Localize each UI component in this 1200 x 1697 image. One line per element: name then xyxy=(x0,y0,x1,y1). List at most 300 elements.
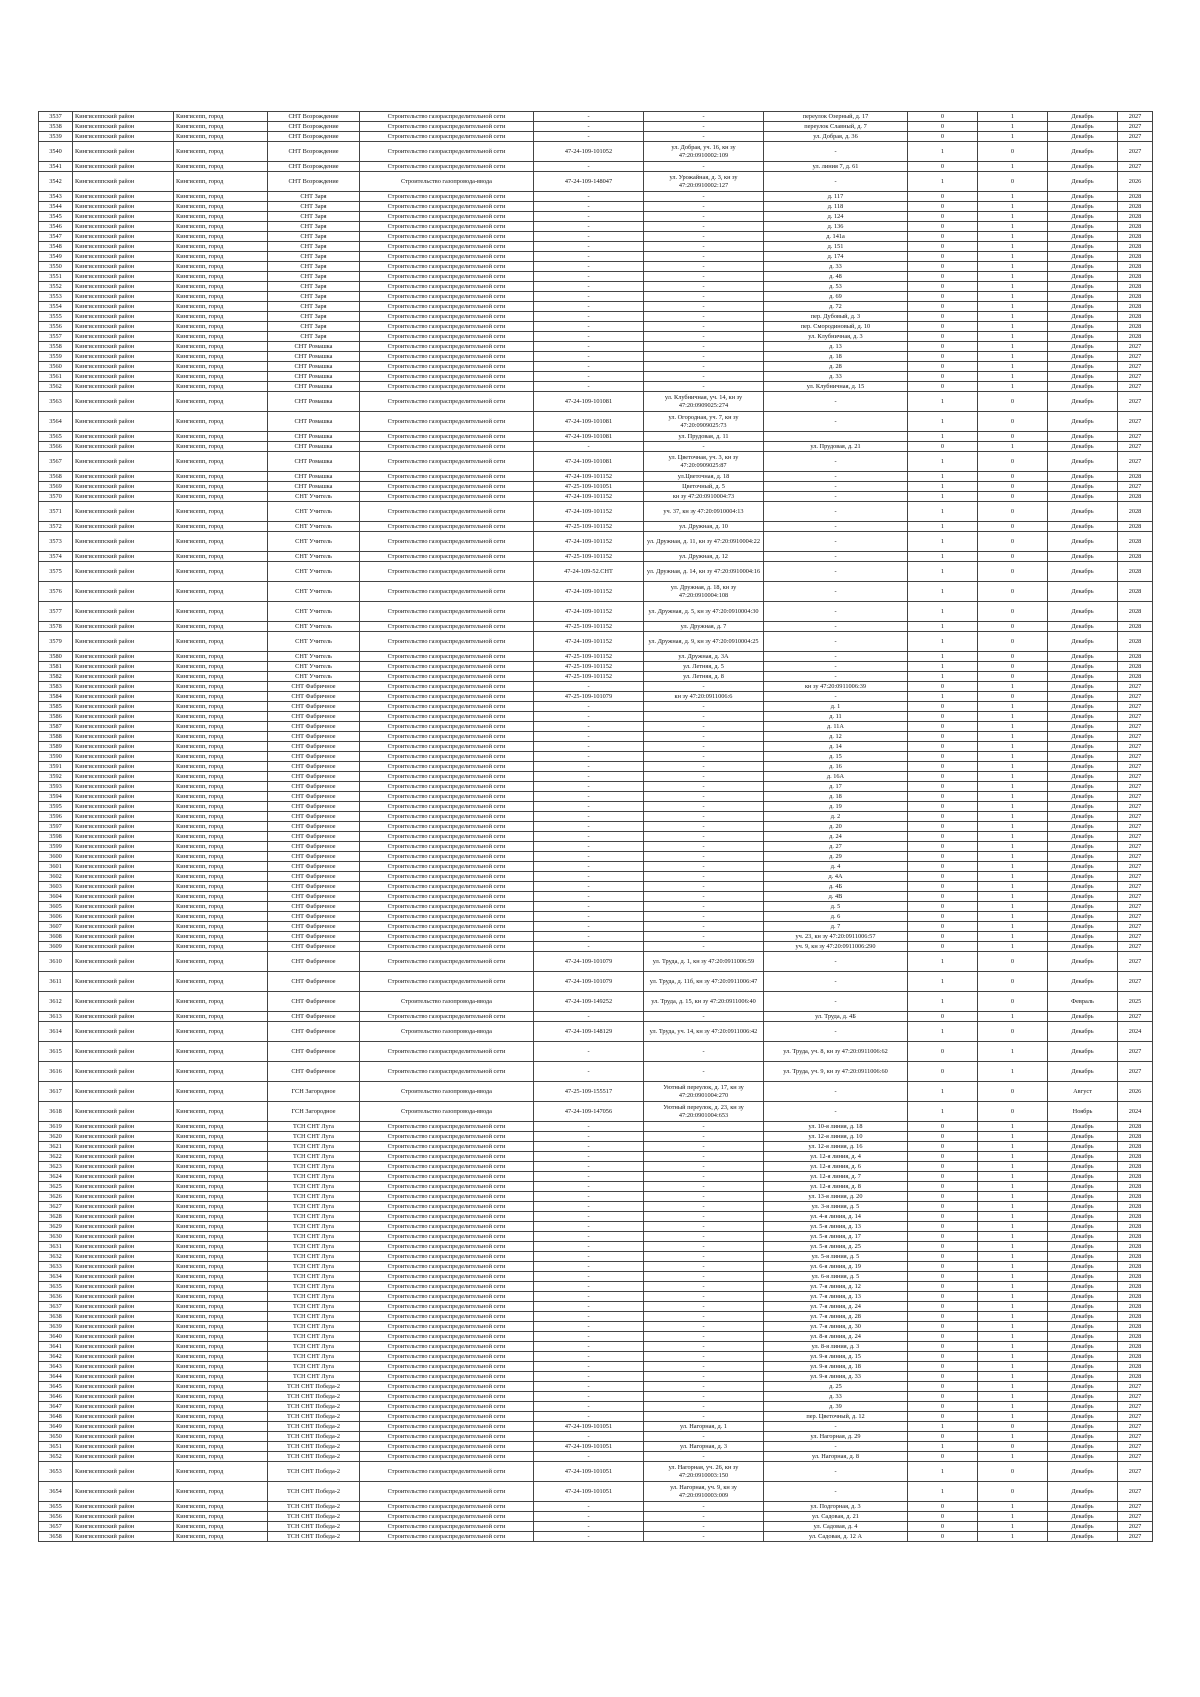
cell-partnership: ТСН СНТ Победа-2 xyxy=(268,1382,360,1392)
cell-contract-count: 0 xyxy=(908,372,978,382)
cell-district: Кингисеппский район xyxy=(73,1192,174,1202)
cell-contract-count: 1 xyxy=(908,472,978,482)
cell-contract-count: 0 xyxy=(908,1182,978,1192)
cell-planned-count: 0 xyxy=(978,622,1048,632)
cell-partnership: ТСН СНТ Луга xyxy=(268,1302,360,1312)
cell-work-type: Строительство газораспределительной сети xyxy=(360,1312,534,1322)
cell-address-contract: - xyxy=(644,1302,764,1312)
cell-contract-count: 1 xyxy=(908,532,978,552)
cell-connection-id: - xyxy=(534,812,644,822)
cell-district: Кингисеппский район xyxy=(73,622,174,632)
cell-partnership: ТСН СНТ Луга xyxy=(268,1282,360,1292)
cell-year: 2028 xyxy=(1118,212,1153,222)
table-row xyxy=(39,222,1153,232)
cell-contract-count: 0 xyxy=(908,262,978,272)
table-row xyxy=(39,1012,1153,1022)
cell-work-type: Строительство газораспределительной сети xyxy=(360,312,534,322)
table-row xyxy=(39,1442,1153,1452)
cell-settlement: Кингисепп, город xyxy=(174,1012,268,1022)
cell-address-contract: - xyxy=(644,1012,764,1022)
cell-connection-id: - xyxy=(534,1362,644,1372)
cell-planned-count: 1 xyxy=(978,1182,1048,1192)
cell-district: Кингисеппский район xyxy=(73,172,174,192)
cell-month: Декабрь xyxy=(1048,112,1118,122)
table-row xyxy=(39,352,1153,362)
cell-year: 2027 xyxy=(1118,682,1153,692)
cell-address-planned: д. 124 xyxy=(764,212,908,222)
cell-month: Декабрь xyxy=(1048,1152,1118,1162)
cell-connection-id: - xyxy=(534,922,644,932)
cell-work-type: Строительство газораспределительной сети xyxy=(360,752,534,762)
cell-address-contract: - xyxy=(644,1512,764,1522)
cell-work-type: Строительство газораспределительной сети xyxy=(360,352,534,362)
cell-settlement: Кингисепп, город xyxy=(174,722,268,732)
cell-year: 2027 xyxy=(1118,762,1153,772)
cell-connection-id: 47-24-109-101079 xyxy=(534,952,644,972)
cell-address-planned: - xyxy=(764,1102,908,1122)
cell-partnership: СНТ Возрождение xyxy=(268,142,360,162)
cell-settlement: Кингисепп, город xyxy=(174,882,268,892)
cell-connection-id: - xyxy=(534,262,644,272)
cell-row-number: 3635 xyxy=(39,1282,73,1292)
cell-row-number: 3615 xyxy=(39,1042,73,1062)
cell-connection-id: 47-24-109-101051 xyxy=(534,1422,644,1432)
cell-district: Кингисеппский район xyxy=(73,412,174,432)
cell-row-number: 3647 xyxy=(39,1402,73,1412)
cell-row-number: 3542 xyxy=(39,172,73,192)
table-row xyxy=(39,822,1153,832)
cell-row-number: 3568 xyxy=(39,472,73,482)
cell-address-contract: ул. Нагорная, д. 3 xyxy=(644,1442,764,1452)
cell-planned-count: 1 xyxy=(978,892,1048,902)
cell-month: Февраль xyxy=(1048,992,1118,1012)
cell-year: 2026 xyxy=(1118,1082,1153,1102)
cell-address-contract: ул. Дружная, д. 3А xyxy=(644,652,764,662)
cell-month: Декабрь xyxy=(1048,142,1118,162)
cell-work-type: Строительство газораспределительной сети xyxy=(360,342,534,352)
cell-partnership: СНТ Фабричное xyxy=(268,692,360,702)
cell-work-type: Строительство газораспределительной сети xyxy=(360,202,534,212)
cell-work-type: Строительство газораспределительной сети xyxy=(360,1122,534,1132)
cell-district: Кингисеппский район xyxy=(73,1392,174,1402)
cell-address-planned: переулок Славный, д. 7 xyxy=(764,122,908,132)
cell-partnership: ТСН СНТ Луга xyxy=(268,1192,360,1202)
cell-contract-count: 1 xyxy=(908,992,978,1012)
cell-contract-count: 0 xyxy=(908,1302,978,1312)
cell-row-number: 3564 xyxy=(39,412,73,432)
cell-address-contract: - xyxy=(644,1502,764,1512)
cell-district: Кингисеппский район xyxy=(73,732,174,742)
cell-planned-count: 0 xyxy=(978,692,1048,702)
cell-planned-count: 1 xyxy=(978,382,1048,392)
cell-row-number: 3541 xyxy=(39,162,73,172)
cell-partnership: ТСН СНТ Победа-2 xyxy=(268,1502,360,1512)
cell-district: Кингисеппский район xyxy=(73,232,174,242)
cell-settlement: Кингисепп, город xyxy=(174,412,268,432)
cell-settlement: Кингисепп, город xyxy=(174,372,268,382)
cell-address-planned: ул. 5-я линия, д. 5 xyxy=(764,1252,908,1262)
cell-connection-id: - xyxy=(534,202,644,212)
cell-row-number: 3638 xyxy=(39,1312,73,1322)
cell-planned-count: 1 xyxy=(978,822,1048,832)
cell-address-contract: - xyxy=(644,702,764,712)
cell-address-contract: ул. Огородная, уч. 7, кн зу 47:20:0909025:73 xyxy=(644,412,764,432)
cell-address-contract: ул. Цветочная, уч. 3, кн зу 47:20:0909025:87 xyxy=(644,452,764,472)
cell-work-type: Строительство газораспределительной сети xyxy=(360,822,534,832)
cell-month: Декабрь xyxy=(1048,602,1118,622)
cell-planned-count: 1 xyxy=(978,1362,1048,1372)
cell-month: Декабрь xyxy=(1048,432,1118,442)
cell-address-contract: ул. Труда, д. 11б, кн зу 47:20:0911006:47 xyxy=(644,972,764,992)
cell-year: 2028 xyxy=(1118,1152,1153,1162)
cell-year: 2028 xyxy=(1118,502,1153,522)
cell-connection-id: - xyxy=(534,1392,644,1402)
cell-district: Кингисеппский район xyxy=(73,832,174,842)
cell-connection-id: 47-24-109-101051 xyxy=(534,1462,644,1482)
cell-row-number: 3545 xyxy=(39,212,73,222)
cell-contract-count: 0 xyxy=(908,872,978,882)
cell-work-type: Строительство газораспределительной сети xyxy=(360,1242,534,1252)
cell-partnership: СНТ Фабричное xyxy=(268,792,360,802)
cell-work-type: Строительство газораспределительной сети xyxy=(360,162,534,172)
cell-partnership: ТСН СНТ Луга xyxy=(268,1312,360,1322)
cell-partnership: СНТ Фабричное xyxy=(268,1012,360,1022)
cell-planned-count: 1 xyxy=(978,702,1048,712)
cell-partnership: СНТ Учитель xyxy=(268,672,360,682)
cell-district: Кингисеппский район xyxy=(73,162,174,172)
cell-address-planned: д. 33 xyxy=(764,1392,908,1402)
cell-connection-id: - xyxy=(534,1402,644,1412)
cell-row-number: 3613 xyxy=(39,1012,73,1022)
cell-contract-count: 0 xyxy=(908,1172,978,1182)
cell-connection-id: - xyxy=(534,242,644,252)
cell-address-planned: - xyxy=(764,952,908,972)
cell-address-contract: - xyxy=(644,832,764,842)
cell-address-planned: кн зу 47:20:0911006:39 xyxy=(764,682,908,692)
cell-district: Кингисеппский район xyxy=(73,892,174,902)
cell-contract-count: 1 xyxy=(908,562,978,582)
cell-connection-id: - xyxy=(534,212,644,222)
cell-partnership: СНТ Фабричное xyxy=(268,902,360,912)
cell-partnership: ТСН СНТ Победа-2 xyxy=(268,1432,360,1442)
cell-month: Декабрь xyxy=(1048,1182,1118,1192)
cell-settlement: Кингисепп, город xyxy=(174,1292,268,1302)
cell-settlement: Кингисепп, город xyxy=(174,1452,268,1462)
cell-connection-id: - xyxy=(534,1042,644,1062)
cell-address-contract: - xyxy=(644,922,764,932)
cell-connection-id: - xyxy=(534,1312,644,1322)
cell-address-planned: д. 5 xyxy=(764,902,908,912)
cell-work-type: Строительство газораспределительной сети xyxy=(360,812,534,822)
cell-year: 2028 xyxy=(1118,632,1153,652)
cell-year: 2027 xyxy=(1118,1392,1153,1402)
cell-partnership: СНТ Учитель xyxy=(268,502,360,522)
cell-work-type: Строительство газораспределительной сети xyxy=(360,652,534,662)
cell-connection-id: 47-24-109-101051 xyxy=(534,1482,644,1502)
cell-contract-count: 0 xyxy=(908,772,978,782)
cell-planned-count: 1 xyxy=(978,272,1048,282)
cell-planned-count: 1 xyxy=(978,732,1048,742)
cell-work-type: Строительство газораспределительной сети xyxy=(360,1382,534,1392)
cell-address-contract: ул. Дружная, д. 12 xyxy=(644,552,764,562)
cell-district: Кингисеппский район xyxy=(73,1142,174,1152)
cell-address-planned: ул. 9-я линия, д. 33 xyxy=(764,1372,908,1382)
cell-year: 2027 xyxy=(1118,892,1153,902)
cell-partnership: СНТ Возрождение xyxy=(268,112,360,122)
cell-settlement: Кингисепп, город xyxy=(174,132,268,142)
table-row xyxy=(39,1332,1153,1342)
cell-year: 2028 xyxy=(1118,1362,1153,1372)
cell-address-planned: ул. 7-я линия, д. 24 xyxy=(764,1302,908,1312)
table-row xyxy=(39,832,1153,842)
cell-address-contract: - xyxy=(644,782,764,792)
cell-partnership: СНТ Фабричное xyxy=(268,842,360,852)
cell-partnership: СНТ Фабричное xyxy=(268,702,360,712)
cell-month: Декабрь xyxy=(1048,652,1118,662)
cell-work-type: Строительство газораспределительной сети xyxy=(360,282,534,292)
cell-work-type: Строительство газораспределительной сети xyxy=(360,382,534,392)
cell-connection-id: - xyxy=(534,1352,644,1362)
cell-row-number: 3602 xyxy=(39,872,73,882)
cell-month: Декабрь xyxy=(1048,322,1118,332)
cell-partnership: СНТ Заря xyxy=(268,332,360,342)
cell-year: 2028 xyxy=(1118,332,1153,342)
cell-contract-count: 0 xyxy=(908,822,978,832)
cell-partnership: СНТ Ромашка xyxy=(268,472,360,482)
cell-row-number: 3593 xyxy=(39,782,73,792)
cell-district: Кингисеппский район xyxy=(73,222,174,232)
cell-settlement: Кингисепп, город xyxy=(174,952,268,972)
cell-address-planned: - xyxy=(764,622,908,632)
cell-partnership: СНТ Возрождение xyxy=(268,132,360,142)
cell-address-planned: д. 33 xyxy=(764,262,908,272)
table-row xyxy=(39,652,1153,662)
table-row xyxy=(39,712,1153,722)
cell-settlement: Кингисепп, город xyxy=(174,1062,268,1082)
table-row xyxy=(39,472,1153,482)
table-row xyxy=(39,682,1153,692)
cell-address-planned: - xyxy=(764,492,908,502)
cell-partnership: ТСН СНТ Луга xyxy=(268,1212,360,1222)
cell-year: 2028 xyxy=(1118,672,1153,682)
cell-address-planned: д. 117 xyxy=(764,192,908,202)
cell-contract-count: 1 xyxy=(908,1442,978,1452)
cell-district: Кингисеппский район xyxy=(73,362,174,372)
cell-year: 2028 xyxy=(1118,262,1153,272)
cell-partnership: ТСН СНТ Луга xyxy=(268,1232,360,1242)
cell-connection-id: - xyxy=(534,842,644,852)
cell-partnership: ТСН СНТ Победа-2 xyxy=(268,1392,360,1402)
cell-year: 2027 xyxy=(1118,132,1153,142)
cell-settlement: Кингисепп, город xyxy=(174,742,268,752)
cell-address-planned: ул. Садовая, д. 21 xyxy=(764,1512,908,1522)
cell-month: Декабрь xyxy=(1048,842,1118,852)
cell-year: 2028 xyxy=(1118,1242,1153,1252)
cell-district: Кингисеппский район xyxy=(73,672,174,682)
cell-partnership: СНТ Фабричное xyxy=(268,852,360,862)
cell-month: Декабрь xyxy=(1048,452,1118,472)
cell-month: Декабрь xyxy=(1048,472,1118,482)
cell-settlement: Кингисепп, город xyxy=(174,1142,268,1152)
cell-partnership: СНТ Учитель xyxy=(268,532,360,552)
cell-address-planned: ул. 6-я линия, д. 19 xyxy=(764,1262,908,1272)
cell-month: Декабрь xyxy=(1048,552,1118,562)
cell-year: 2028 xyxy=(1118,292,1153,302)
table-row xyxy=(39,1202,1153,1212)
cell-settlement: Кингисепп, город xyxy=(174,702,268,712)
cell-settlement: Кингисепп, город xyxy=(174,302,268,312)
cell-address-planned: д. 4Б xyxy=(764,882,908,892)
cell-address-planned: - xyxy=(764,472,908,482)
cell-row-number: 3547 xyxy=(39,232,73,242)
cell-contract-count: 0 xyxy=(908,682,978,692)
cell-district: Кингисеппский район xyxy=(73,1202,174,1212)
cell-work-type: Строительство газораспределительной сети xyxy=(360,1212,534,1222)
cell-partnership: ТСН СНТ Луга xyxy=(268,1252,360,1262)
cell-district: Кингисеппский район xyxy=(73,292,174,302)
table-row xyxy=(39,502,1153,522)
cell-partnership: СНТ Заря xyxy=(268,272,360,282)
cell-partnership: СНТ Учитель xyxy=(268,522,360,532)
cell-row-number: 3607 xyxy=(39,922,73,932)
cell-connection-id: - xyxy=(534,1262,644,1272)
cell-work-type: Строительство газораспределительной сети xyxy=(360,1392,534,1402)
cell-settlement: Кингисепп, город xyxy=(174,262,268,272)
cell-work-type: Строительство газораспределительной сети xyxy=(360,632,534,652)
cell-contract-count: 1 xyxy=(908,952,978,972)
cell-settlement: Кингисепп, город xyxy=(174,532,268,552)
cell-month: Декабрь xyxy=(1048,1482,1118,1502)
cell-month: Декабрь xyxy=(1048,1232,1118,1242)
cell-partnership: СНТ Учитель xyxy=(268,632,360,652)
cell-row-number: 3621 xyxy=(39,1142,73,1152)
cell-partnership: ТСН СНТ Луга xyxy=(268,1322,360,1332)
cell-planned-count: 0 xyxy=(978,1442,1048,1452)
cell-month: Декабрь xyxy=(1048,672,1118,682)
cell-address-contract: - xyxy=(644,842,764,852)
cell-settlement: Кингисепп, город xyxy=(174,1202,268,1212)
cell-work-type: Строительство газораспределительной сети xyxy=(360,722,534,732)
cell-contract-count: 0 xyxy=(908,302,978,312)
cell-settlement: Кингисепп, город xyxy=(174,252,268,262)
cell-settlement: Кингисепп, город xyxy=(174,1132,268,1142)
cell-address-planned: д. 16 xyxy=(764,762,908,772)
cell-planned-count: 1 xyxy=(978,852,1048,862)
cell-planned-count: 1 xyxy=(978,332,1048,342)
cell-month: Декабрь xyxy=(1048,372,1118,382)
cell-address-planned: - xyxy=(764,652,908,662)
cell-address-planned: - xyxy=(764,632,908,652)
cell-year: 2028 xyxy=(1118,522,1153,532)
cell-planned-count: 0 xyxy=(978,482,1048,492)
cell-district: Кингисеппский район xyxy=(73,372,174,382)
cell-partnership: СНТ Фабричное xyxy=(268,1022,360,1042)
cell-address-planned: д. 20 xyxy=(764,822,908,832)
cell-address-planned: ул. 5-я линия, д. 17 xyxy=(764,1232,908,1242)
cell-planned-count: 1 xyxy=(978,112,1048,122)
cell-connection-id: - xyxy=(534,852,644,862)
cell-work-type: Строительство газораспределительной сети xyxy=(360,912,534,922)
cell-year: 2027 xyxy=(1118,362,1153,372)
cell-contract-count: 0 xyxy=(908,1202,978,1212)
cell-row-number: 3626 xyxy=(39,1192,73,1202)
cell-address-contract: - xyxy=(644,1122,764,1132)
cell-address-contract: ул.Цветочная, д. 18 xyxy=(644,472,764,482)
cell-work-type: Строительство газораспределительной сети xyxy=(360,622,534,632)
cell-work-type: Строительство газораспределительной сети xyxy=(360,972,534,992)
cell-partnership: СНТ Фабричное xyxy=(268,802,360,812)
cell-address-planned: ул. Клубничная, д. 15 xyxy=(764,382,908,392)
cell-work-type: Строительство газораспределительной сети xyxy=(360,712,534,722)
cell-address-contract: ул. Дружная, д. 5, кн зу 47:20:0910004:30 xyxy=(644,602,764,622)
cell-work-type: Строительство газопровода-ввода xyxy=(360,1102,534,1122)
cell-address-contract: - xyxy=(644,1132,764,1142)
cell-settlement: Кингисепп, город xyxy=(174,1342,268,1352)
cell-work-type: Строительство газораспределительной сети xyxy=(360,142,534,162)
cell-planned-count: 1 xyxy=(978,312,1048,322)
cell-planned-count: 1 xyxy=(978,1432,1048,1442)
cell-partnership: СНТ Фабричное xyxy=(268,822,360,832)
cell-address-contract: ул. Дружная, д. 11, кн зу 47:20:0910004:22 xyxy=(644,532,764,552)
cell-row-number: 3654 xyxy=(39,1482,73,1502)
cell-month: Декабрь xyxy=(1048,662,1118,672)
table-row xyxy=(39,1252,1153,1262)
cell-connection-id: 47-24-109-101081 xyxy=(534,392,644,412)
cell-contract-count: 0 xyxy=(908,932,978,942)
cell-address-planned: - xyxy=(764,502,908,522)
cell-settlement: Кингисепп, город xyxy=(174,602,268,622)
cell-connection-id: - xyxy=(534,1522,644,1532)
cell-month: Декабрь xyxy=(1048,1322,1118,1332)
cell-connection-id: 47-24-109-52.СНТ xyxy=(534,562,644,582)
cell-row-number: 3571 xyxy=(39,502,73,522)
cell-row-number: 3639 xyxy=(39,1322,73,1332)
cell-address-planned: - xyxy=(764,1442,908,1452)
cell-work-type: Строительство газораспределительной сети xyxy=(360,492,534,502)
cell-partnership: СНТ Учитель xyxy=(268,662,360,672)
cell-work-type: Строительство газораспределительной сети xyxy=(360,1182,534,1192)
cell-settlement: Кингисепп, город xyxy=(174,842,268,852)
cell-planned-count: 0 xyxy=(978,1422,1048,1432)
cell-address-planned: переулок Озерный, д. 17 xyxy=(764,112,908,122)
cell-row-number: 3616 xyxy=(39,1062,73,1082)
cell-year: 2027 xyxy=(1118,112,1153,122)
cell-year: 2028 xyxy=(1118,1262,1153,1272)
cell-planned-count: 1 xyxy=(978,212,1048,222)
cell-address-contract: - xyxy=(644,362,764,372)
cell-partnership: СНТ Ромашка xyxy=(268,382,360,392)
cell-address-contract: - xyxy=(644,1232,764,1242)
cell-contract-count: 0 xyxy=(908,312,978,322)
cell-connection-id: - xyxy=(534,892,644,902)
cell-work-type: Строительство газораспределительной сети xyxy=(360,1162,534,1172)
cell-district: Кингисеппский район xyxy=(73,712,174,722)
cell-year: 2028 xyxy=(1118,202,1153,212)
cell-partnership: ТСН СНТ Победа-2 xyxy=(268,1482,360,1502)
cell-month: Декабрь xyxy=(1048,1142,1118,1152)
table-row xyxy=(39,1192,1153,1202)
cell-contract-count: 0 xyxy=(908,1292,978,1302)
cell-planned-count: 1 xyxy=(978,1252,1048,1262)
cell-planned-count: 1 xyxy=(978,1332,1048,1342)
cell-connection-id: 47-24-109-149252 xyxy=(534,992,644,1012)
table-row xyxy=(39,722,1153,732)
cell-contract-count: 1 xyxy=(908,482,978,492)
cell-planned-count: 1 xyxy=(978,1222,1048,1232)
cell-planned-count: 0 xyxy=(978,392,1048,412)
cell-planned-count: 1 xyxy=(978,1412,1048,1422)
cell-year: 2027 xyxy=(1118,702,1153,712)
